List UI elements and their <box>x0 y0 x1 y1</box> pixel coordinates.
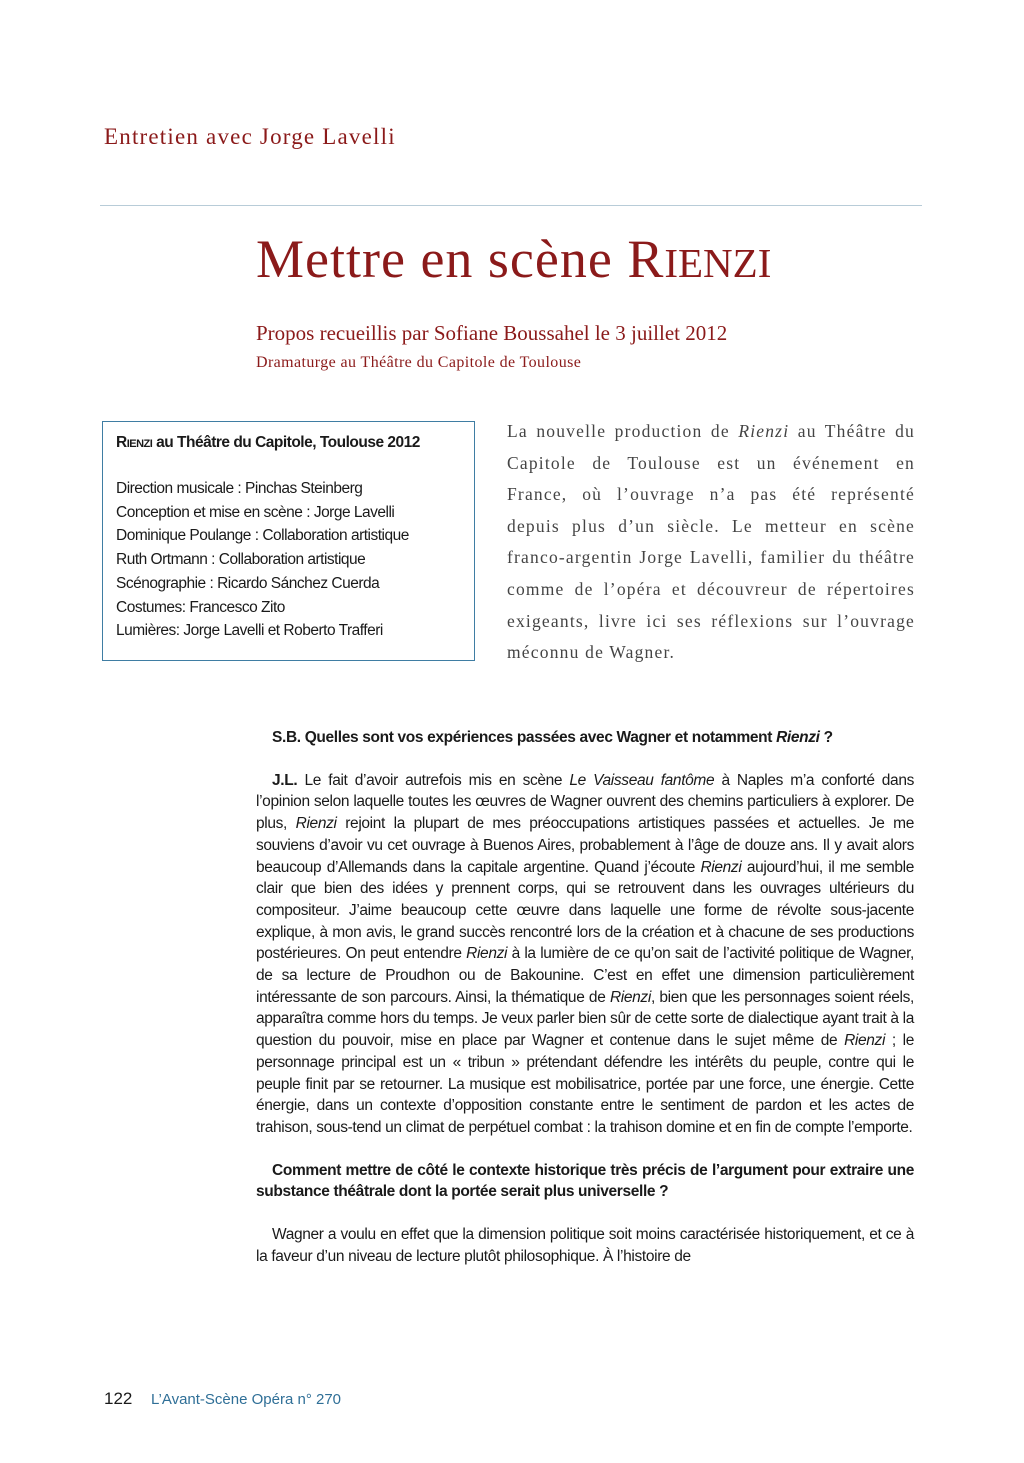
interviewer-role: Dramaturge au Théâtre du Capitole de Toulouse <box>256 354 582 371</box>
credits-title <box>116 434 464 452</box>
speaker-initials: J.L. <box>272 771 298 789</box>
credit-line: Conception et mise en scène : Jorge Lavelli <box>116 503 395 521</box>
header-rule <box>100 205 922 206</box>
credits-title-smallcaps: IENZI <box>126 438 153 450</box>
interview-body <box>256 727 914 1288</box>
work-title: Rienzi <box>700 858 742 876</box>
answer-text: à la lumière de ce qu’on sait de l’activité politique de Wagner, de sa lecture de Proudhon ou de Bakounine. C’est en effet une dimension particulièrement intéressante de son parcours. Ainsi, la thématique de <box>256 945 915 1006</box>
publication-name: L’Avant-Scène Opéra n° 270 <box>151 1391 342 1408</box>
credit-line: Costumes: Francesco Zito <box>116 598 285 616</box>
credit-line: Ruth Ortmann : Collaboration artistique <box>116 551 366 569</box>
byline: Propos recueillis par Sofiane Boussahel le 3 juillet 2012 <box>256 321 728 345</box>
answer-text: Le fait d’avoir autrefois mis en scène <box>297 771 570 789</box>
page-title <box>256 228 771 290</box>
credits-box <box>102 421 475 661</box>
work-title: Le Vaisseau fantôme <box>569 771 715 789</box>
title-prefix: Mettre en scène R <box>256 229 665 289</box>
answer-text: rejoint la plupart de mes préoccupations artistiques passées et actuelles. Je me souviens d’avoir vu cet ouvrage à Buenos Aires, probablement à l’âge de douze ans. Il y avait alors beaucoup d’Allemands dans la capitale argentine. Quand j’écoute <box>256 815 914 876</box>
credit-line: Dominique Poulange : Collaboration artistique <box>116 527 409 545</box>
work-title: Rienzi <box>776 729 820 746</box>
intro-text: au Théâtre du Capitole de Toulouse est un événement en France, où l’ouvrage n’a pas été représenté depuis plus d’un siècle. Le metteur en scène franco-argentin Jorge Lavelli, familier du théâtre comme de l’opéra et découvreur de répertoires exigeants, livre ici ses réflexions sur l’ouvrage méconnu de Wagner. <box>507 421 915 663</box>
work-title: Rienzi <box>466 945 508 963</box>
work-title: Rienzi <box>844 1032 886 1050</box>
section-header: Entretien avec Jorge Lavelli <box>104 124 396 149</box>
question-text: S.B. Quelles sont vos expériences passées avec Wagner et notamment <box>272 729 777 746</box>
answer-text: ; le personnage principal est un « tribun » prétendant défendre les intérêts du peuple, contre qui le peuple finit par se retourner. La musique est mobilisatrice, portée par une force, une énergie. Cette énergie, dans un contexte d’opposition constante entre le sentiment de pardon et les actes de trahison, sous-tend un climat de perpétuel combat : la trahison domine et en fin de compte l’emporte. <box>256 1032 915 1136</box>
work-title: Rienzi <box>609 988 651 1006</box>
intro-text: La nouvelle production de <box>507 421 739 441</box>
answer-text: à Naples m’a conforté dans l’opinion selon laquelle toutes les œuvres de Wagner ouvrent des chemins particuliers à explorer. De plus, <box>256 771 914 833</box>
intro-paragraph <box>507 416 915 669</box>
question-text: ? <box>819 729 833 746</box>
credits-title-rest: au Théâtre du Capitole, Toulouse 2012 <box>152 434 420 451</box>
work-title: Rienzi <box>295 815 337 833</box>
page-number: 122 <box>104 1389 133 1408</box>
title-smallcaps: IENZI <box>664 240 772 286</box>
credit-line: Direction musicale : Pinchas Steinberg <box>116 480 363 497</box>
answer-text: , bien que les personnages soient réels, apparaîtra comme hors du temps. Je veux parler bien sûr de cette sorte de dialectique ayant trait à la question du pouvoir, mise en place par Wagner et contenue dans le sujet même de <box>256 988 914 1050</box>
credit-line: Lumières: Jorge Lavelli et Roberto Trafferi <box>116 622 383 640</box>
credit-line: Scénographie : Ricardo Sánchez Cuerda <box>116 574 380 592</box>
question-1 <box>256 727 914 749</box>
question-2: Comment mettre de côté le contexte historique très précis de l’argument pour extraire une substance théâtrale dont la portée serait plus universelle ? <box>256 1161 914 1201</box>
answer-2: Wagner a voulu en effet que la dimension politique soit moins caractérisée historiquement, et ce à la faveur d’un niveau de lecture plutôt philosophique. À l’histoire de <box>256 1226 914 1265</box>
answer-text: aujourd’hui, il me semble clair que bien des idées y prennent corps, qui se retrouvent dans les ouvrages ultérieurs du compositeur. J’aime beaucoup cette œuvre dans laquelle une forme de révolte sous-jacente explique, à mon avis, le grand succès rencontré lors de la création et à chacune de ses productions postérieures. On peut entendre <box>256 858 914 963</box>
intro-work-title: Rienzi <box>738 421 790 441</box>
answer-1 <box>256 770 914 1139</box>
credits-title-initial: R <box>116 434 127 451</box>
